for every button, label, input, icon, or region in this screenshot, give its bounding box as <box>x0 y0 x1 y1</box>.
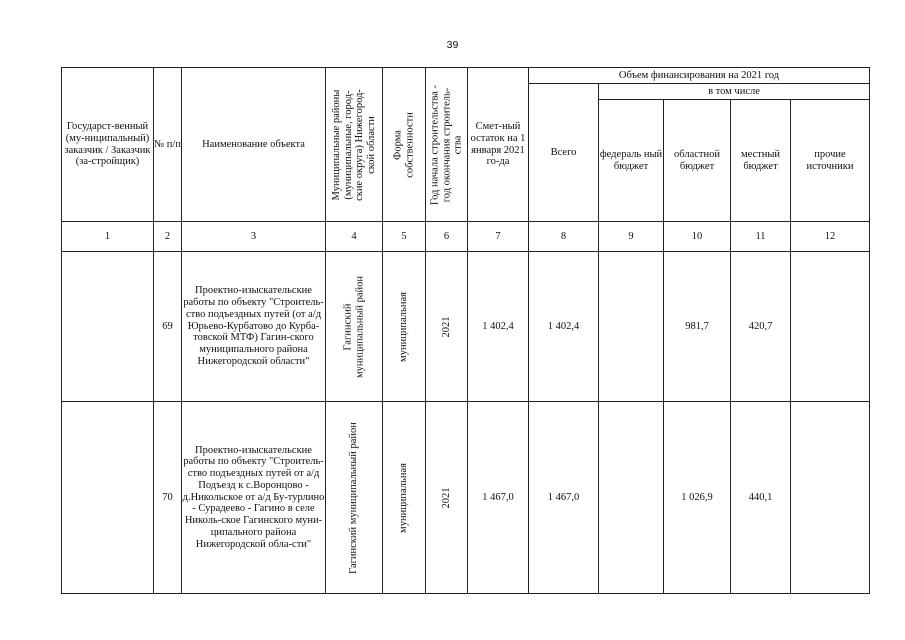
row-federal <box>599 402 664 594</box>
table-row <box>62 402 870 594</box>
row-district: Гагинский муниципальный район <box>326 402 383 594</box>
column-number: 1 <box>62 222 154 252</box>
row-customer <box>62 402 154 594</box>
column-number: 5 <box>383 222 426 252</box>
header-object-name: Наименование объекта <box>182 68 326 222</box>
financing-table <box>61 67 870 594</box>
column-number: 6 <box>426 222 468 252</box>
row-estimate: 1 467,0 <box>468 402 529 594</box>
page-number: 39 <box>446 39 459 51</box>
row-regional: 1 026,9 <box>664 402 731 594</box>
header-financing: Объем финансирования на 2021 год <box>529 68 870 84</box>
row-district: Гагинский муниципальный район <box>326 252 383 402</box>
column-number: 10 <box>664 222 731 252</box>
column-number: 8 <box>529 222 599 252</box>
column-number: 12 <box>791 222 870 252</box>
row-object-name: Проектно-изыскательские работы по объекту "Строитель-ство подъездных путей от а/д Подъезд к с.Воронцово - д.Никольское от а/д Бу-турлино - Сурадеево - Гагино в селе Николь-ское Гагинского муни-ципального района Нижегородской обла-сти" <box>182 402 326 594</box>
header-regional: областной бюджет <box>664 100 731 222</box>
header-local: местный бюджет <box>731 100 791 222</box>
table-row <box>62 252 870 402</box>
header-including: в том числе <box>599 84 870 100</box>
row-total: 1 402,4 <box>529 252 599 402</box>
row-local: 420,7 <box>731 252 791 402</box>
row-total: 1 467,0 <box>529 402 599 594</box>
row-years: 2021 <box>426 402 468 594</box>
row-customer <box>62 252 154 402</box>
header-other: прочие источники <box>791 100 870 222</box>
row-object-name: Проектно-изыскательские работы по объекту "Строитель-ство подъездных путей (от а/д Юрьево-Курбатово до Курба-товской МТФ) Гагин-ского муниципального района Нижегородской области" <box>182 252 326 402</box>
column-number: 11 <box>731 222 791 252</box>
header-districts: Муниципальные районы (муниципальные, город- ские округа) Нижегород- ской области <box>326 68 383 222</box>
row-ownership: муниципальная <box>383 402 426 594</box>
column-number-row <box>62 222 870 252</box>
row-federal <box>599 252 664 402</box>
column-number: 2 <box>154 222 182 252</box>
row-other <box>791 252 870 402</box>
column-number: 3 <box>182 222 326 252</box>
column-number: 7 <box>468 222 529 252</box>
header-years: Год начала строительства - год окончания строитель- ства <box>426 68 468 222</box>
row-number: 70 <box>154 402 182 594</box>
header-customer: Государст-венный (му-ниципальный) заказчик / Заказчик (за-стройщик) <box>62 68 154 222</box>
row-other <box>791 402 870 594</box>
row-years: 2021 <box>426 252 468 402</box>
row-estimate: 1 402,4 <box>468 252 529 402</box>
row-regional: 981,7 <box>664 252 731 402</box>
header-estimate: Смет-ный остаток на 1 января 2021 го-да <box>468 68 529 222</box>
header-federal: федераль ный бюджет <box>599 100 664 222</box>
column-number: 4 <box>326 222 383 252</box>
header-ownership: Форма собственности <box>383 68 426 222</box>
header-total: Всего <box>529 84 599 222</box>
header-number: № п/п <box>154 68 182 222</box>
column-number: 9 <box>599 222 664 252</box>
row-local: 440,1 <box>731 402 791 594</box>
row-ownership: муниципальная <box>383 252 426 402</box>
row-number: 69 <box>154 252 182 402</box>
